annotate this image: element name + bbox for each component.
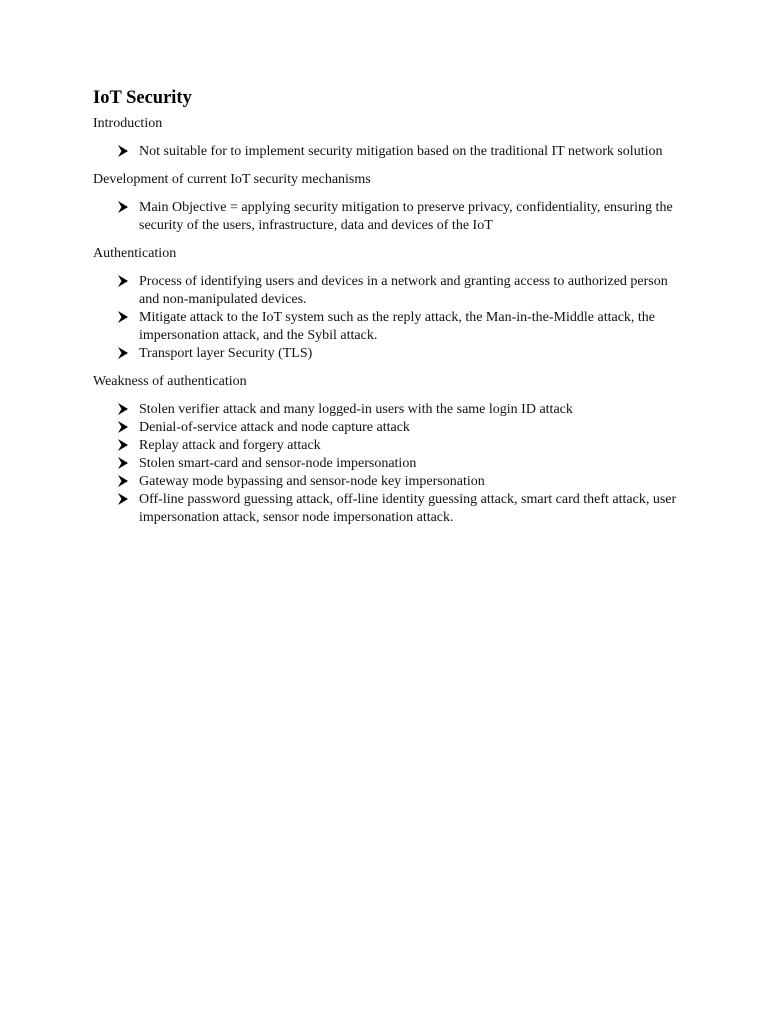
bullet-text: Transport layer Security (TLS) <box>139 346 313 361</box>
arrowhead-bullet-icon <box>117 402 129 416</box>
bullet-text: Stolen verifier attack and many logged-in users with the same login ID attack <box>139 402 573 417</box>
document-body <box>93 86 683 537</box>
list-item <box>93 473 683 491</box>
arrowhead-bullet-icon <box>117 274 129 288</box>
bullet-list <box>93 199 683 235</box>
section-heading: Introduction <box>93 116 163 131</box>
list-item <box>93 199 683 235</box>
bullet-list <box>93 143 683 161</box>
list-item <box>93 143 683 161</box>
list-item <box>93 345 683 363</box>
arrowhead-bullet-icon <box>117 310 129 324</box>
list-item <box>93 401 683 419</box>
bullet-list <box>93 401 683 527</box>
section-introduction <box>93 115 683 161</box>
bullet-list <box>93 273 683 363</box>
bullet-text: Process of identifying users and devices in a network and granting access to authorized person and non-manipulated devices. <box>139 274 668 307</box>
bullet-text: Mitigate attack to the IoT system such as the reply attack, the Man-in-the-Middle attack, the impersonation attack, and the Sybil attack. <box>139 310 656 343</box>
bullet-text: Main Objective = applying security mitigation to preserve privacy, confidentiality, ensuring the security of the users, infrastructure, data and devices of the IoT <box>139 200 673 233</box>
arrowhead-bullet-icon <box>117 346 129 360</box>
bullet-text: Denial-of-service attack and node capture attack <box>139 420 410 435</box>
list-item <box>93 437 683 455</box>
section-heading: Weakness of authentication <box>93 374 247 389</box>
section-authentication <box>93 245 683 363</box>
list-item <box>93 455 683 473</box>
list-item <box>93 491 683 527</box>
arrowhead-bullet-icon <box>117 438 129 452</box>
arrowhead-bullet-icon <box>117 456 129 470</box>
arrowhead-bullet-icon <box>117 474 129 488</box>
list-item <box>93 419 683 437</box>
arrowhead-bullet-icon <box>117 492 129 506</box>
list-item <box>93 309 683 345</box>
arrowhead-bullet-icon <box>117 144 129 158</box>
list-item <box>93 273 683 309</box>
bullet-text: Off-line password guessing attack, off-line identity guessing attack, smart card theft attack, user impersonation attack, sensor node impersonation attack. <box>139 492 677 525</box>
document-title: IoT Security <box>93 88 192 108</box>
section-weakness-of-authentication <box>93 373 683 527</box>
arrowhead-bullet-icon <box>117 200 129 214</box>
section-heading: Development of current IoT security mechanisms <box>93 172 371 187</box>
bullet-text: Not suitable for to implement security mitigation based on the traditional IT network solution <box>139 144 663 159</box>
section-heading: Authentication <box>93 246 177 261</box>
bullet-text: Stolen smart-card and sensor-node impersonation <box>139 456 417 471</box>
section-development <box>93 171 683 235</box>
bullet-text: Replay attack and forgery attack <box>139 438 321 453</box>
bullet-text: Gateway mode bypassing and sensor-node key impersonation <box>139 474 485 489</box>
arrowhead-bullet-icon <box>117 420 129 434</box>
